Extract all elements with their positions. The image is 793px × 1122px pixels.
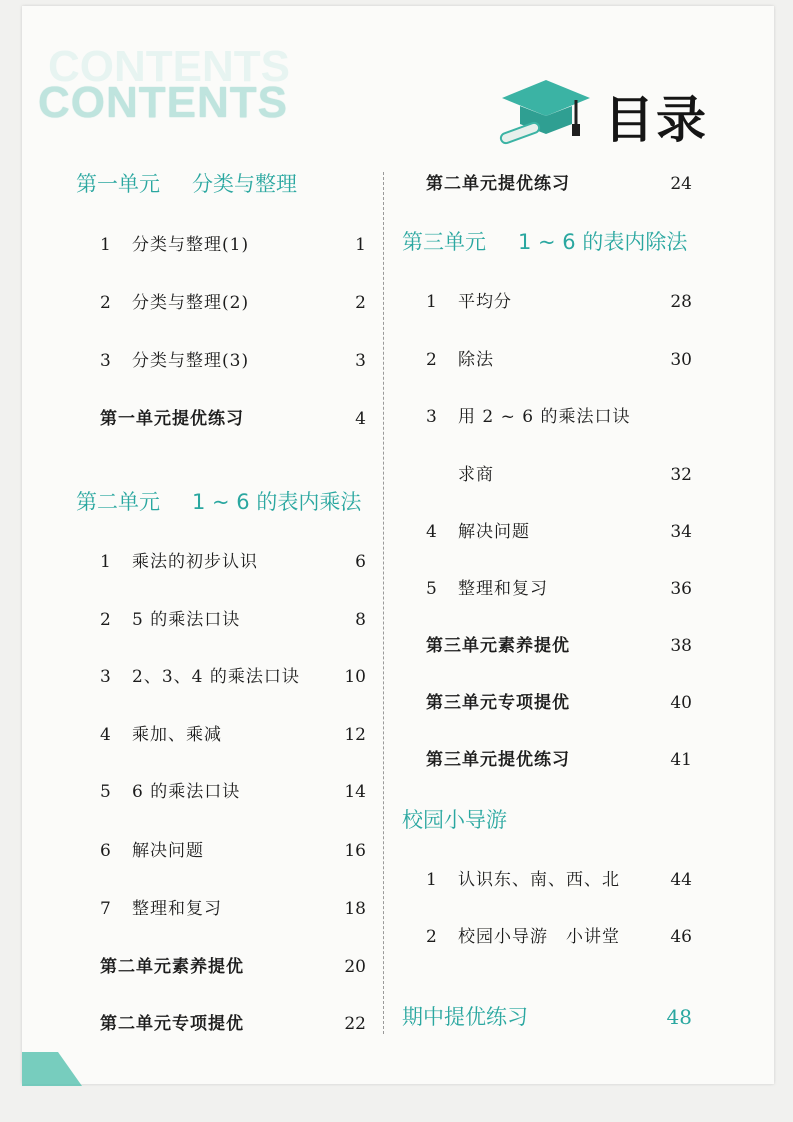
entry-number: 4 — [426, 522, 437, 542]
entry-label: 第三单元专项提优 — [426, 693, 570, 713]
graduation-cap-icon — [496, 72, 596, 152]
entry-page: 44 — [670, 870, 692, 890]
entry-label: 除法 — [458, 350, 494, 370]
toc-midterm-heading[interactable] — [402, 1002, 692, 1032]
entry-page: 4 — [355, 409, 366, 429]
toc-entry[interactable] — [426, 287, 692, 317]
entry-page: 14 — [344, 782, 366, 802]
unit-subtitle: 1 ~ 6 的表内乘法 — [192, 490, 362, 514]
entry-label: 用 2 ~ 6 的乘法口诀 — [458, 407, 631, 427]
toc-entry[interactable] — [100, 230, 366, 260]
entry-page: 24 — [670, 174, 692, 194]
contents-heading: CONTENTS — [38, 78, 288, 127]
toc-entry-extra[interactable] — [426, 688, 692, 718]
unit-title: 第三单元 — [402, 230, 486, 254]
toc-entry[interactable] — [426, 922, 692, 952]
entry-label: 第三单元提优练习 — [426, 750, 570, 770]
entry-page: 38 — [670, 636, 692, 656]
entry-label: 乘加、乘减 — [132, 725, 222, 745]
toc-entry-extra[interactable] — [426, 745, 692, 775]
contents-watermark: CONTENTS — [48, 42, 290, 91]
entry-label: 第二单元素养提优 — [100, 957, 244, 977]
unit-title: 校园小导游 — [402, 808, 507, 832]
toc-entry[interactable] — [100, 836, 366, 866]
toc-entry-extra[interactable] — [100, 952, 366, 982]
toc-entry-practice[interactable] — [426, 169, 692, 199]
entry-label: 整理和复习 — [132, 899, 222, 919]
toc-entry-extra[interactable] — [100, 1009, 366, 1039]
toc-entry-practice[interactable] — [100, 404, 366, 434]
column-divider — [383, 172, 384, 1034]
unit-title: 期中提优练习 — [402, 1005, 528, 1029]
unit-subtitle: 1 ~ 6 的表内除法 — [518, 230, 688, 254]
entry-label: 平均分 — [458, 292, 512, 312]
toc-entry[interactable] — [100, 720, 366, 750]
entry-label: 乘法的初步认识 — [132, 552, 258, 572]
unit-title: 第一单元 — [76, 172, 160, 196]
entry-page: 41 — [670, 750, 692, 770]
entry-label: 解决问题 — [132, 841, 204, 861]
entry-page: 30 — [670, 350, 692, 370]
entry-page: 10 — [344, 667, 366, 687]
entry-page: 40 — [670, 693, 692, 713]
entry-number: 1 — [100, 552, 111, 572]
entry-page: 18 — [344, 899, 366, 919]
entry-page: 36 — [670, 579, 692, 599]
entry-label: 第二单元提优练习 — [426, 174, 570, 194]
entry-number: 2 — [100, 293, 111, 313]
unit-subtitle: 分类与整理 — [192, 172, 297, 196]
entry-page: 32 — [670, 465, 692, 485]
toc-entry[interactable] — [100, 346, 366, 376]
entry-number: 4 — [100, 725, 111, 745]
entry-page: 2 — [355, 293, 366, 313]
entry-number: 1 — [100, 235, 111, 255]
toc-entry[interactable] — [426, 345, 692, 375]
entry-page: 46 — [670, 927, 692, 947]
entry-number: 3 — [100, 351, 111, 371]
toc-entry-extra[interactable] — [426, 631, 692, 661]
entry-page: 20 — [344, 957, 366, 977]
entry-label: 校园小导游 小讲堂 — [458, 927, 620, 947]
toc-entry[interactable] — [100, 288, 366, 318]
entry-page: 28 — [670, 292, 692, 312]
entry-label: 2、3、4 的乘法口诀 — [132, 667, 300, 687]
entry-number: 5 — [100, 782, 111, 802]
entry-label: 解决问题 — [458, 522, 530, 542]
toc-campus-heading[interactable] — [402, 805, 702, 835]
entry-label: 整理和复习 — [458, 579, 548, 599]
entry-number: 3 — [426, 407, 437, 427]
entry-page: 1 — [355, 235, 366, 255]
entry-page: 3 — [355, 351, 366, 371]
entry-page: 34 — [670, 522, 692, 542]
entry-number: 3 — [100, 667, 111, 687]
toc-title: 目录 — [604, 91, 708, 149]
entry-page: 8 — [355, 610, 366, 630]
entry-number: 2 — [100, 610, 111, 630]
entry-label: 分类与整理(3) — [132, 351, 250, 371]
entry-label: 5 的乘法口诀 — [132, 610, 241, 630]
toc-entry[interactable] — [100, 605, 366, 635]
toc-unit-2-heading[interactable] — [76, 487, 366, 517]
entry-number: 7 — [100, 899, 111, 919]
toc-unit-1-heading[interactable] — [76, 169, 366, 199]
entry-label: 第一单元提优练习 — [100, 409, 244, 429]
toc-entry[interactable] — [426, 517, 692, 547]
entry-page: 16 — [344, 841, 366, 861]
unit-title: 第二单元 — [76, 490, 160, 514]
toc-unit-3-heading[interactable] — [402, 227, 702, 257]
entry-label-continued: 求商 — [458, 465, 494, 485]
entry-page: 22 — [344, 1014, 366, 1034]
entry-label: 认识东、南、西、北 — [458, 870, 620, 890]
entry-label: 第二单元专项提优 — [100, 1014, 244, 1034]
entry-number: 6 — [100, 841, 111, 861]
entry-number: 2 — [426, 350, 437, 370]
entry-number: 1 — [426, 870, 437, 890]
toc-entry[interactable] — [100, 662, 366, 692]
entry-page: 12 — [344, 725, 366, 745]
entry-number: 2 — [426, 927, 437, 947]
entry-number: 1 — [426, 292, 437, 312]
entry-page: 6 — [355, 552, 366, 572]
toc-entry[interactable] — [100, 777, 366, 807]
toc-entry[interactable] — [100, 547, 366, 577]
entry-label: 6 的乘法口诀 — [132, 782, 241, 802]
entry-label: 分类与整理(2) — [132, 293, 250, 313]
entry-label: 分类与整理(1) — [132, 235, 250, 255]
toc-entry-continued[interactable] — [426, 460, 692, 490]
toc-entry[interactable] — [426, 402, 692, 432]
entry-label: 第三单元素养提优 — [426, 636, 570, 656]
toc-entry[interactable] — [426, 574, 692, 604]
entry-page: 48 — [666, 1005, 692, 1029]
toc-entry[interactable] — [100, 894, 366, 924]
toc-entry[interactable] — [426, 865, 692, 895]
entry-number: 5 — [426, 579, 437, 599]
